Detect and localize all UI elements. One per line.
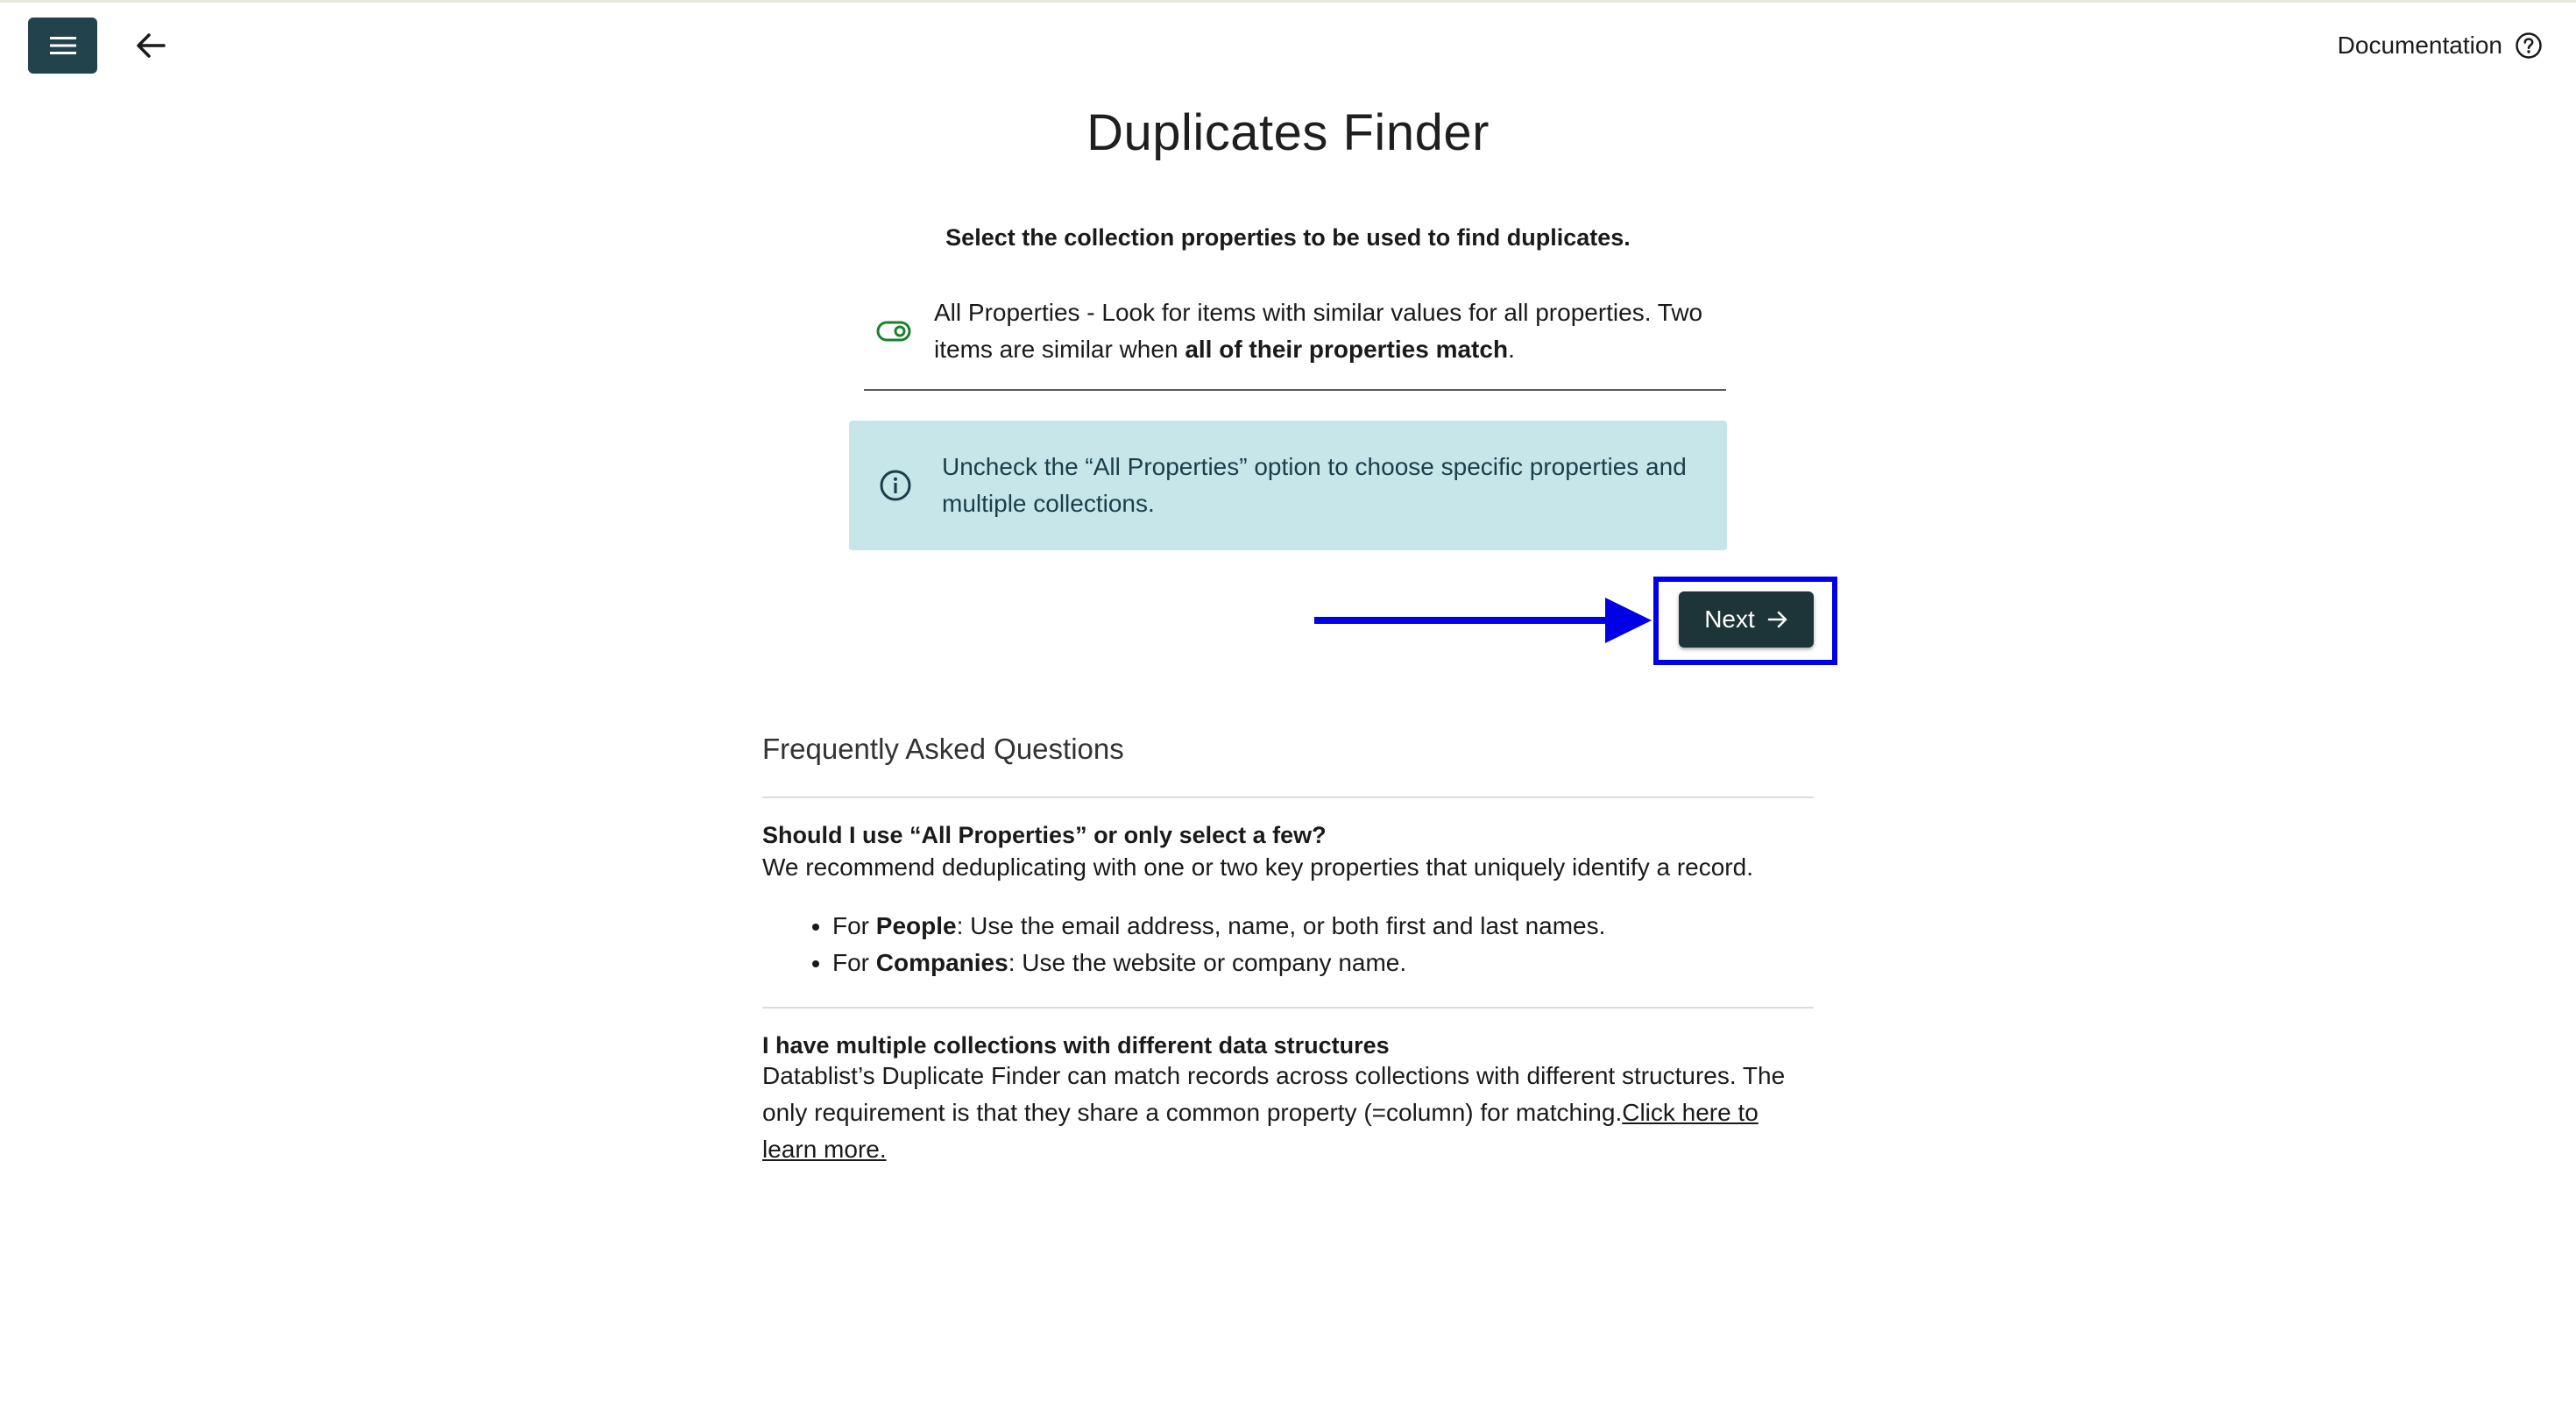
page-subtitle: Select the collection properties to be used to find duplicates. — [945, 224, 1631, 251]
list-item: • For Companies: Use the website or company name. — [832, 945, 1884, 981]
documentation-link[interactable] — [2338, 25, 2543, 67]
faq-divider — [762, 797, 1814, 798]
list-item: • For People: Use the email address, name, or both first and last names. — [832, 908, 1884, 945]
all-properties-option — [876, 294, 1726, 368]
top-border — [0, 0, 2576, 3]
page-title: Duplicates Finder — [1086, 104, 1490, 161]
question-circle-icon — [2515, 32, 2543, 60]
menu-button[interactable] — [28, 18, 97, 74]
learn-more-link[interactable]: Click here to learn more. — [762, 1099, 1759, 1163]
annotation-arrow-icon — [1314, 596, 1652, 645]
next-button-label: Next — [1704, 605, 1755, 633]
faq-title: Frequently Asked Questions — [762, 733, 1124, 765]
info-alert-text: Uncheck the “All Properties” option to choose specific properties and multiple collections. — [942, 453, 1687, 517]
back-button[interactable] — [130, 26, 172, 65]
arrow-left-icon — [136, 32, 166, 59]
faq-question-1: Should I use “All Properties” or only select a few? — [762, 822, 1327, 848]
faq-answer-1: We recommend deduplicating with one or two key properties that uniquely identify a record. — [762, 853, 1753, 881]
info-circle-icon — [878, 468, 913, 503]
hamburger-menu-icon — [50, 35, 76, 56]
all-properties-toggle[interactable] — [876, 319, 911, 343]
faq-answer-2: Datablist’s Duplicate Finder can match records across collections with different structures. The only requirement is that they share a common property (=column) for matching.Click here to learn more. — [762, 1062, 1786, 1163]
all-properties-label: All Properties - Look for items with similar values for all properties. Two items are similar when all of their properties match. — [934, 299, 1703, 363]
info-alert — [849, 421, 1727, 550]
faq-question-2: I have multiple collections with different data structures — [762, 1032, 1390, 1059]
option-divider — [864, 389, 1726, 391]
documentation-label: Documentation — [2337, 32, 2502, 59]
arrow-right-icon — [1767, 609, 1788, 630]
faq-answer-1-list — [762, 908, 1884, 981]
faq-divider — [762, 1007, 1814, 1009]
next-button[interactable] — [1679, 591, 1814, 648]
